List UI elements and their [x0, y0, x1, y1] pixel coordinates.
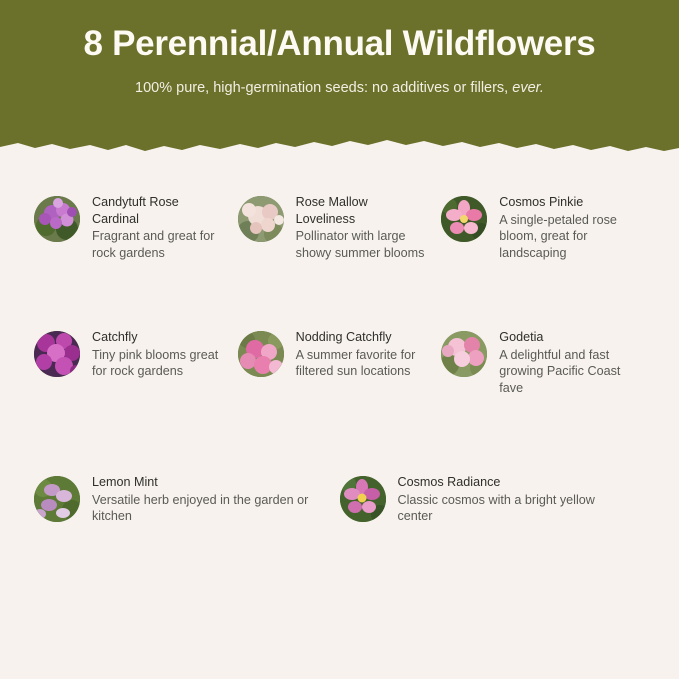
flower-thumbnail-lemon-mint-icon [34, 476, 80, 522]
list-item [34, 474, 340, 525]
item-description: Classic cosmos with a bright yellow center [397, 492, 595, 523]
list-item [34, 194, 238, 261]
item-title: Cosmos Radiance [397, 475, 501, 489]
list-item [238, 329, 442, 396]
flower-thumbnail-catchfly-icon [34, 331, 80, 377]
flower-thumbnail-candytuft-rose-cardinal-icon [34, 196, 80, 242]
subtitle-main: 100% pure, high-germination seeds: no additives or fillers, [135, 80, 513, 96]
item-description: A summer favorite for filtered sun locations [295, 347, 416, 378]
item-description: Pollinator with large showy summer blooms [295, 229, 425, 260]
list-item-text [296, 194, 428, 261]
list-item-text [499, 194, 631, 261]
items-row-3 [34, 474, 645, 525]
items-row-1 [34, 194, 645, 261]
list-item [441, 329, 645, 396]
flower-thumbnail-godetia-icon [441, 331, 487, 377]
list-item-text [296, 329, 428, 380]
item-title: Cosmos Pinkie [499, 195, 584, 209]
items-row-2 [34, 329, 645, 396]
items-grid [0, 158, 679, 525]
subtitle-emphasis: ever. [512, 80, 544, 96]
item-title: Lemon Mint [92, 475, 158, 489]
list-item-text [92, 194, 224, 261]
item-title: Rose Mallow Loveliness [295, 195, 368, 226]
item-title: Nodding Catchfly [295, 330, 392, 344]
list-item-text [398, 474, 622, 525]
item-description: Tiny pink blooms great for rock gardens [92, 347, 219, 378]
item-description: Versatile herb enjoyed in the garden or kitchen [92, 492, 309, 523]
list-item [238, 194, 442, 261]
flower-thumbnail-cosmos-radiance-icon [340, 476, 386, 522]
row-spacer [34, 396, 645, 474]
list-item [34, 329, 238, 396]
item-description: Fragrant and great for rock gardens [92, 229, 215, 260]
item-description: A single-petaled rose bloom, great for landscaping [499, 212, 617, 260]
torn-paper-edge-icon [0, 133, 679, 158]
list-item-text [92, 329, 224, 380]
flower-thumbnail-nodding-catchfly-icon [238, 331, 284, 377]
list-item [340, 474, 646, 525]
list-item [441, 194, 645, 261]
row-spacer [34, 261, 645, 329]
page-subtitle [0, 78, 679, 98]
list-item-text [92, 474, 316, 525]
flower-thumbnail-rose-mallow-loveliness-icon [238, 196, 284, 242]
header-band [0, 0, 679, 158]
item-description: A delightful and fast growing Pacific Coast fave [499, 347, 621, 395]
item-title: Godetia [499, 330, 544, 344]
page-title: 8 Perennial/Annual Wildflowers [83, 24, 596, 63]
flower-thumbnail-cosmos-pinkie-icon [441, 196, 487, 242]
item-title: Candytuft Rose Cardinal [92, 195, 179, 226]
list-item-text [499, 329, 631, 396]
item-title: Catchfly [92, 330, 138, 344]
